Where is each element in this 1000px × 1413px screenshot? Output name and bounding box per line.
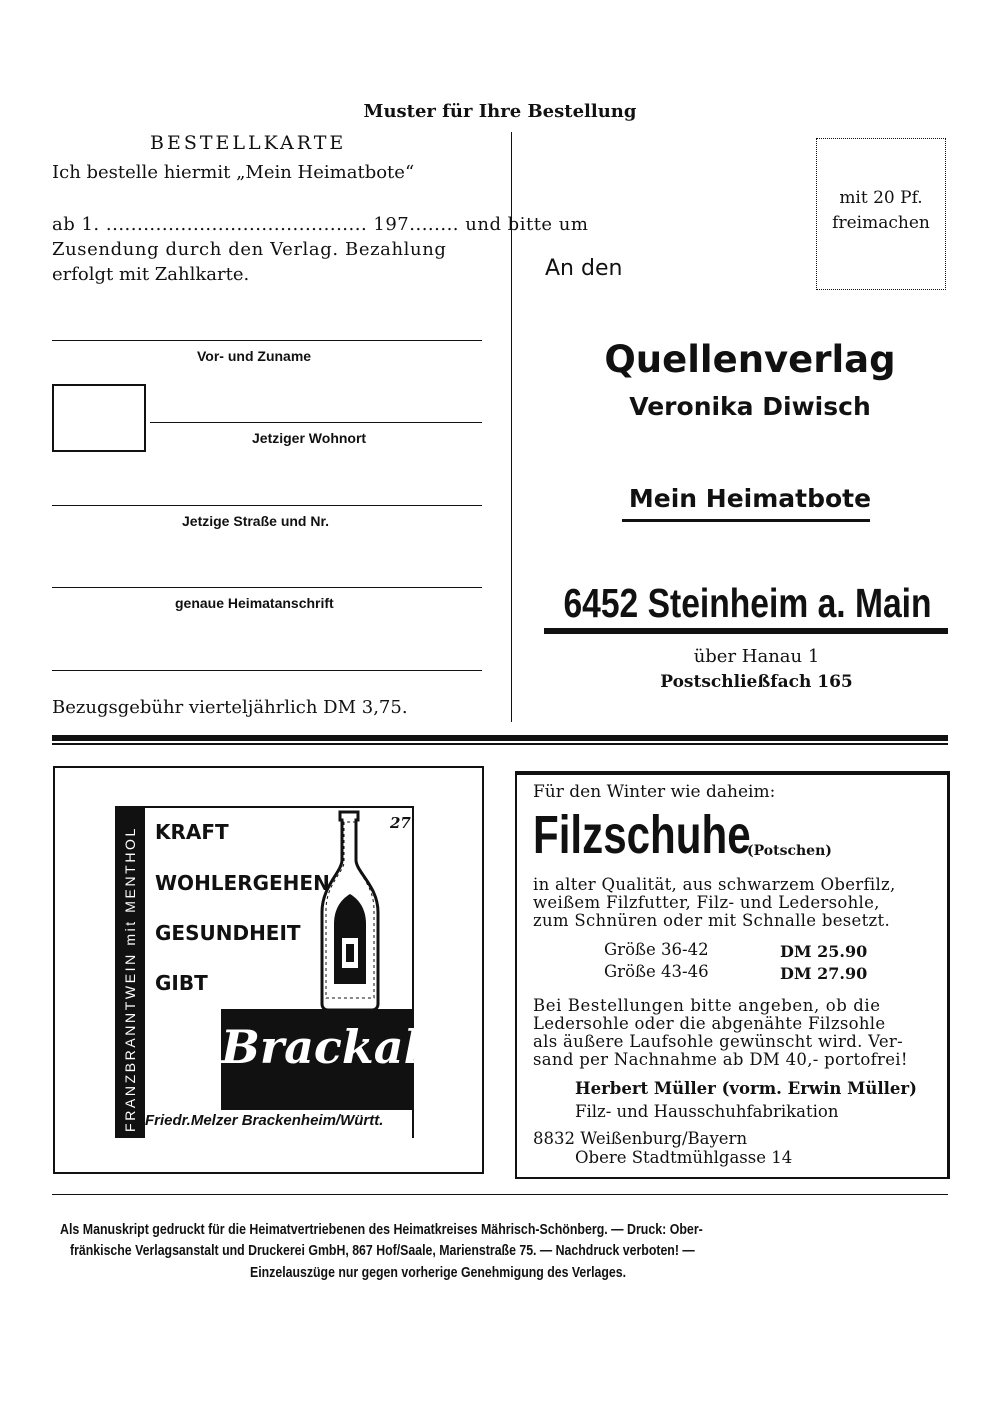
brackal-brand: Brackal: [221, 1020, 422, 1074]
section-separator: [52, 735, 948, 741]
order-text-1: Ich bestelle hiermit „Mein Heimatbote“: [52, 162, 415, 183]
footer-line: [52, 1194, 948, 1195]
filz-desc-3: zum Schnüren oder mit Schnalle besetzt.: [533, 911, 891, 930]
city-underline: [544, 628, 948, 634]
filz-note-2: Ledersohle oder die abgenähte Filzsohle: [533, 1014, 886, 1033]
brackal-maker: Friedr.Melzer Brackenheim/Württ.: [145, 1112, 384, 1129]
magazine-name: Mein Heimatbote: [628, 484, 872, 513]
city-address: 6452 Steinheim a. Main: [563, 580, 932, 626]
filz-intro: Für den Winter wie daheim:: [533, 782, 776, 802]
brackal-side-text: FRANZBRANNTWEIN mit MENTHOL: [122, 826, 138, 1132]
home-address-label: genaue Heimatanschrift: [175, 595, 334, 611]
footer-line-2: fränkische Verlagsanstalt und Druckerei GmbH, 867 Hof/Saale, Marienstraße 75. — Nachdruck verboten! —: [70, 1243, 695, 1259]
brackal-word-3: GESUNDHEIT: [155, 921, 301, 945]
brackal-word-2: WOHLERGEHEN: [155, 871, 330, 895]
filz-price-2: DM 27.90: [780, 964, 868, 983]
home-address-line: [52, 587, 482, 588]
footer-line-1: Als Manuskript gedruckt für die Heimatvertriebenen des Heimatkreises Mährisch-Schönberg. — Druck: Ober-: [60, 1222, 703, 1238]
fee-text: Bezugsgebühr vierteljährlich DM 3,75.: [52, 697, 408, 718]
brackal-word-1: KRAFT: [155, 820, 229, 844]
stamp-text-1: mit 20 Pf.: [839, 188, 923, 208]
filz-title: Filzschuhe: [533, 805, 751, 865]
publisher-name: Quellenverlag: [604, 338, 896, 381]
brackal-frame-right: [412, 806, 414, 1138]
filz-title-note: (Potschen): [747, 843, 832, 859]
checkbox[interactable]: [52, 384, 146, 452]
page-title: Muster für Ihre Bestellung: [363, 101, 637, 122]
via-text: über Hanau 1: [693, 646, 820, 667]
order-text-4: erfolgt mit Zahlkarte.: [52, 264, 250, 285]
footer-line-3: Einzelauszüge nur gegen vorherige Genehmigung des Verlages.: [250, 1265, 627, 1281]
name-label: Vor- und Zuname: [197, 348, 312, 364]
filz-company-1: Herbert Müller (vorm. Erwin Müller): [575, 1079, 917, 1098]
residence-line: [150, 422, 482, 423]
name-line: [52, 340, 482, 341]
extra-line: [52, 670, 482, 671]
filz-desc-2: weißem Filzfutter, Filz- und Ledersohle,: [533, 893, 880, 912]
order-text-2: ab 1. .......................................... 197........ und bitte um: [52, 214, 589, 235]
street-label: Jetzige Straße und Nr.: [182, 513, 330, 529]
magazine-underline: [622, 519, 870, 522]
brackal-word-4: GIBT: [155, 971, 208, 995]
filz-price-1: DM 25.90: [780, 942, 868, 961]
order-text-3: Zusendung durch den Verlag. Bezahlung: [52, 239, 447, 260]
order-card-heading: BESTELLKARTE: [150, 132, 347, 154]
street-line: [52, 505, 482, 506]
filz-address-1: 8832 Weißenburg/Bayern: [533, 1129, 748, 1148]
bottle-icon: [310, 808, 390, 1013]
section-separator-thin: [52, 743, 948, 745]
filz-size-1: Größe 36-42: [604, 940, 709, 959]
filz-note-3: als äußere Laufsohle gewünscht wird. Ver-: [533, 1032, 903, 1051]
filz-note-4: sand per Nachnahme ab DM 40,- portofrei!: [533, 1050, 908, 1069]
brackal-number: 27: [390, 814, 411, 832]
filz-note-1: Bei Bestellungen bitte angeben, ob die: [533, 996, 881, 1015]
filz-company-2: Filz- und Hausschuhfabrikation: [575, 1102, 839, 1121]
filz-desc-1: in alter Qualität, aus schwarzem Oberfilz,: [533, 875, 896, 894]
to-label: An den: [545, 256, 623, 281]
stamp-text-2: freimachen: [832, 213, 930, 233]
owner-name: Veronika Diwisch: [629, 392, 871, 421]
filz-size-2: Größe 43-46: [604, 962, 709, 981]
pobox-text: Postschließfach 165: [660, 672, 853, 692]
residence-label: Jetziger Wohnort: [252, 430, 367, 446]
filz-address-2: Obere Stadtmühlgasse 14: [575, 1148, 793, 1167]
